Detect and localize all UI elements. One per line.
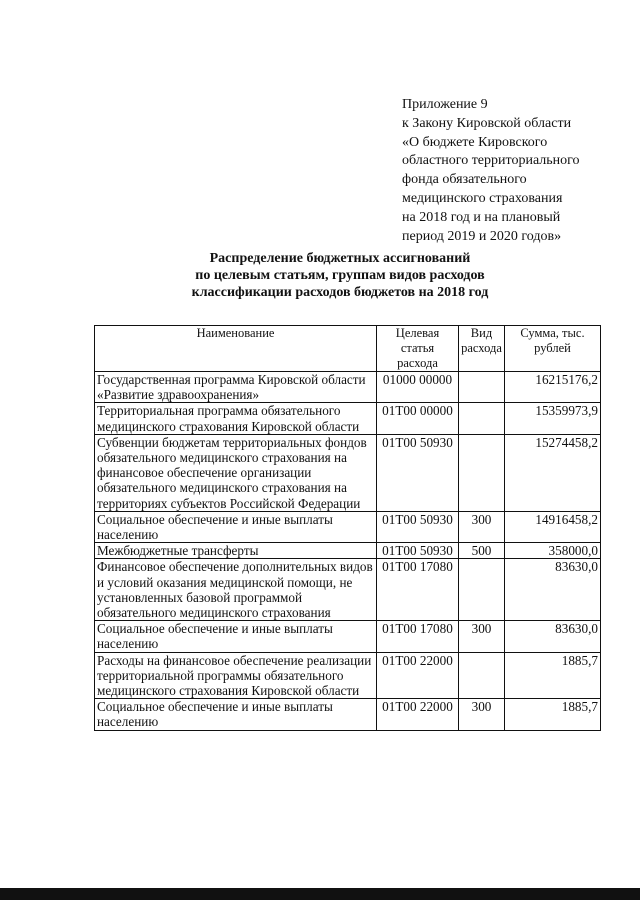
row-name: Расходы на финансовое обеспечение реализации территориальной программы обязательного медицинского страхования Кировской области [95, 652, 377, 699]
row-name: Государственная программа Кировской области «Развитие здравоохранения» [95, 372, 377, 403]
row-expense-kind: 500 [459, 543, 505, 559]
row-name: Субвенции бюджетам территориальных фондов обязательного медицинского страхования на финансовое обеспечение организации обязательного медицинского страхования на территориях субъектов Российской Федерации [95, 434, 377, 511]
title-line: по целевым статьям, группам видов расходов [195, 268, 485, 283]
row-name: Социальное обеспечение и иные выплаты населению [95, 699, 377, 730]
table-row [95, 543, 601, 559]
row-expense-kind: 300 [459, 621, 505, 652]
table-row [95, 652, 601, 699]
table-row [95, 403, 601, 434]
row-expense-kind: 300 [459, 699, 505, 730]
appendix-line: областного территориального [402, 153, 580, 169]
row-name: Территориальная программа обязательного медицинского страхования Кировской области [95, 403, 377, 434]
table-row [95, 621, 601, 652]
row-name: Социальное обеспечение и иные выплаты населению [95, 621, 377, 652]
row-sum: 16215176,2 [505, 372, 601, 403]
appendix-line: на 2018 год и на плановый [402, 209, 561, 225]
header-expense-kind: Вид расхода [459, 326, 505, 372]
row-target-article: 01000 00000 [377, 372, 459, 403]
appendix-line: Приложение 9 [402, 97, 488, 112]
appendix-line: к Закону Кировской области [402, 115, 572, 131]
row-sum: 83630,0 [505, 621, 601, 652]
header-name: Наименование [95, 326, 377, 372]
scan-edge-bar [0, 888, 640, 900]
row-expense-kind [459, 403, 505, 434]
row-sum: 15274458,2 [505, 434, 601, 511]
table-row [95, 559, 601, 621]
table-header-row [95, 326, 601, 372]
row-expense-kind [459, 434, 505, 511]
title-line: классификации расходов бюджетов на 2018 год [191, 285, 489, 300]
row-target-article: 01Т00 50930 [377, 543, 459, 559]
row-name: Финансовое обеспечение дополнительных видов и условий оказания медицинской помощи, не установленных базовой программой обязательного медицинского страхования [95, 559, 377, 621]
document-title [60, 250, 620, 301]
appendix-line: фонда обязательного [402, 172, 527, 188]
row-target-article: 01Т00 22000 [377, 652, 459, 699]
row-expense-kind [459, 372, 505, 403]
table-row [95, 699, 601, 730]
row-target-article: 01Т00 50930 [377, 511, 459, 542]
table-row [95, 372, 601, 403]
appendix-line: период 2019 и 2020 годов» [402, 228, 562, 244]
row-target-article: 01Т00 17080 [377, 621, 459, 652]
title-line: Распределение бюджетных ассигнований [209, 251, 471, 266]
row-name: Социальное обеспечение и иные выплаты населению [95, 511, 377, 542]
table-row [95, 511, 601, 542]
appendix-line: «О бюджете Кировского [402, 134, 548, 150]
row-target-article: 01Т00 50930 [377, 434, 459, 511]
row-sum: 15359973,9 [505, 403, 601, 434]
appendix-line: медицинского страхования [402, 190, 563, 206]
appendix-note [402, 96, 632, 246]
row-sum: 1885,7 [505, 699, 601, 730]
row-name: Межбюджетные трансферты [95, 543, 377, 559]
row-target-article: 01Т00 00000 [377, 403, 459, 434]
header-target-article: Целевая статья расхода [377, 326, 459, 372]
row-sum: 83630,0 [505, 559, 601, 621]
row-target-article: 01Т00 22000 [377, 699, 459, 730]
row-target-article: 01Т00 17080 [377, 559, 459, 621]
table-row [95, 434, 601, 511]
row-expense-kind: 300 [459, 511, 505, 542]
budget-allocation-table [94, 325, 601, 731]
row-sum: 358000,0 [505, 543, 601, 559]
header-sum: Сумма, тыс. рублей [505, 326, 601, 372]
row-sum: 1885,7 [505, 652, 601, 699]
row-sum: 14916458,2 [505, 511, 601, 542]
row-expense-kind [459, 652, 505, 699]
row-expense-kind [459, 559, 505, 621]
